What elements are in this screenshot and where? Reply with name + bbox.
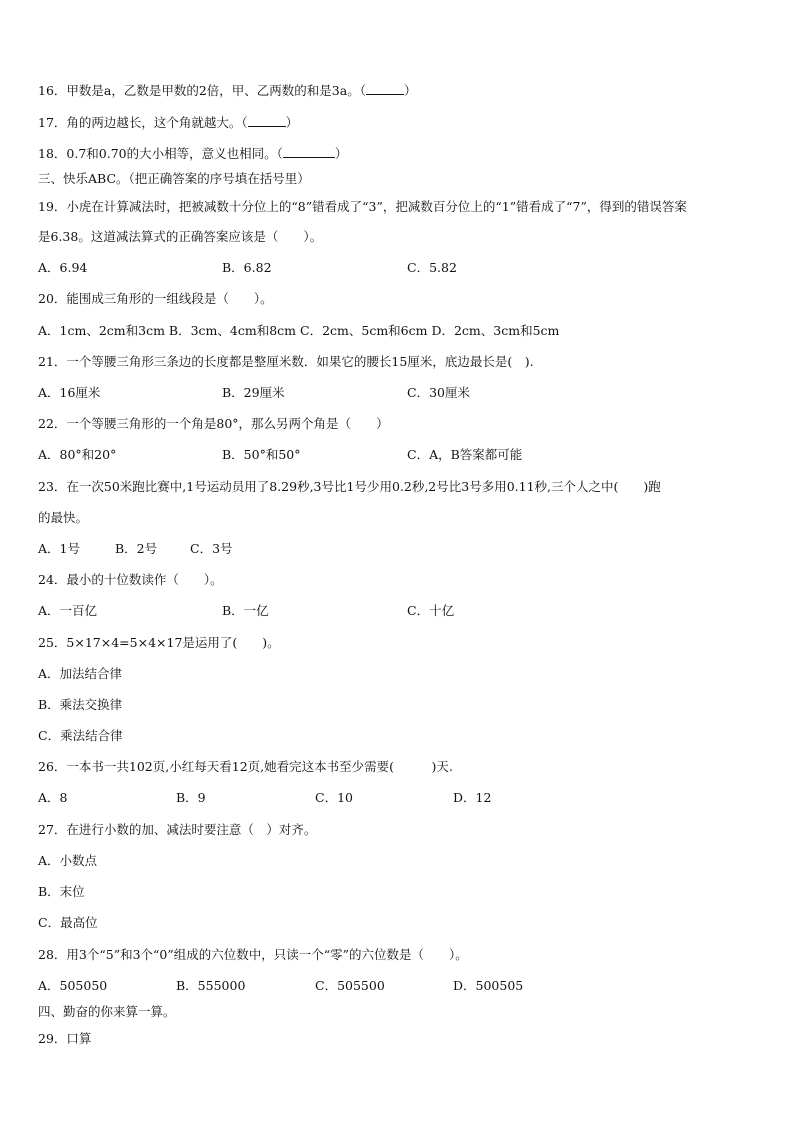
q23-option-b: B．2号 (115, 541, 158, 556)
q19-option-b: B．6.82 (222, 260, 272, 275)
question-27: 27．在进行小数的加、减法时要注意（ ）对齐。 (38, 822, 317, 837)
q24-option-c: C．十亿 (407, 603, 455, 618)
q27-option-a: A．小数点 (38, 853, 98, 868)
question-19-line-2: 是6.38。这道减法算式的正确答案应该是（ ）。 (38, 229, 323, 244)
q19-option-c: C．5.82 (407, 260, 457, 275)
question-19-line-1: 19．小虎在计算减法时，把被减数十分位上的“8”错看成了“3”，把减数百分位上的“1”错看成了“7”，得到的错误答案 (38, 199, 687, 214)
question-18-end: ） (334, 146, 348, 161)
q23-option-a: A．1号 (38, 541, 80, 556)
question-20: 20．能围成三角形的一组线段是（ ）。 (38, 291, 273, 306)
question-16 (38, 82, 416, 100)
q28-option-c: C．505500 (315, 978, 385, 993)
question-26: 26．一本书一共102页,小红每天看12页,她看完这本书至少需要( )天. (38, 759, 453, 774)
q22-option-c: C．A，B答案都可能 (407, 447, 523, 462)
answer-blank (366, 82, 404, 95)
q21-option-b: B．29厘米 (222, 385, 285, 400)
q19-option-a: A．6.94 (38, 260, 88, 275)
question-28: 28．用3个“5”和3个“0”组成的六位数中，只读一个“零”的六位数是（ ）。 (38, 947, 468, 962)
q28-option-d: D．500505 (453, 978, 524, 993)
q26-option-b: B．9 (176, 790, 206, 805)
question-16-text: 16．甲数是a，乙数是甲数的2倍，甲、乙两数的和是3a。（ (38, 83, 366, 98)
question-21: 21．一个等腰三角形三条边的长度都是整厘米数．如果它的腰长15厘米，底边最长是( ). (38, 354, 534, 369)
q22-option-b: B．50°和50° (222, 447, 301, 462)
section-3-heading: 三、快乐ABC。（把正确答案的序号填在括号里） (38, 171, 310, 186)
question-23-line-1: 23．在一次50米跑比赛中,1号运动员用了8.29秒,3号比1号少用0.2秒,2号比3号多用0.11秒,三个人之中( )跑 (38, 479, 661, 494)
question-17 (38, 114, 298, 132)
q25-option-b: B．乘法交换律 (38, 697, 123, 712)
q22-option-a: A．80°和20° (38, 447, 117, 462)
section-4-heading: 四、勤奋的你来算一算。 (38, 1004, 176, 1019)
q23-option-c: C．3号 (190, 541, 233, 556)
answer-blank (283, 145, 335, 158)
q27-option-c: C．最高位 (38, 915, 98, 930)
question-16-end: ） (403, 83, 417, 98)
question-24: 24．最小的十位数读作（ ）。 (38, 572, 223, 587)
question-22: 22．一个等腰三角形的一个角是80°，那么另两个角是（ ） (38, 416, 389, 431)
question-23-line-2: 的最快。 (38, 510, 89, 525)
q26-option-a: A．8 (38, 790, 68, 805)
q21-option-a: A．16厘米 (38, 385, 101, 400)
question-18 (38, 145, 347, 163)
q24-option-a: A．一百亿 (38, 603, 98, 618)
q25-option-a: A．加法结合律 (38, 666, 123, 681)
q28-option-a: A．505050 (38, 978, 108, 993)
q25-option-c: C．乘法结合律 (38, 728, 123, 743)
q20-options: A．1cm、2cm和3cm B．3cm、4cm和8cm C．2cm、5cm和6cm D．2cm、3cm和5cm (38, 323, 560, 338)
q27-option-b: B．末位 (38, 884, 85, 899)
question-17-text: 17．角的两边越长，这个角就越大。（ (38, 115, 248, 130)
question-17-end: ） (285, 115, 299, 130)
question-29: 29．口算 (38, 1031, 92, 1046)
q26-option-d: D．12 (453, 790, 492, 805)
q28-option-b: B．555000 (176, 978, 246, 993)
question-18-text: 18．0.7和0.70的大小相等，意义也相同。（ (38, 146, 283, 161)
answer-blank (248, 114, 286, 127)
q24-option-b: B．一亿 (222, 603, 269, 618)
q26-option-c: C．10 (315, 790, 353, 805)
question-25: 25．5×17×4=5×4×17是运用了( )。 (38, 635, 280, 650)
q21-option-c: C．30厘米 (407, 385, 470, 400)
